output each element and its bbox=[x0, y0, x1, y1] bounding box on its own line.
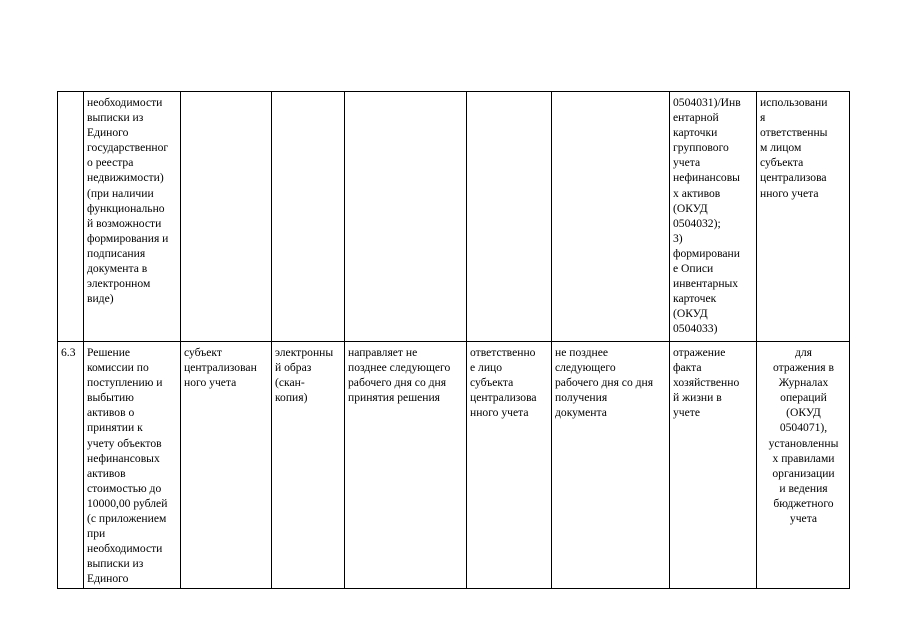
format-cell bbox=[272, 92, 345, 342]
row-number: 6.3 bbox=[58, 342, 84, 589]
purpose-cell: для отражения в Журналах операций (ОКУД 0504071), установленны х правилами организации и ведения бюджетного учета bbox=[757, 342, 850, 589]
creator-cell: субъект централизован ного учета bbox=[181, 342, 272, 589]
document-table bbox=[57, 91, 850, 589]
processing-term-cell bbox=[552, 92, 670, 342]
row-number bbox=[58, 92, 84, 342]
submission-term-cell bbox=[345, 92, 467, 342]
recipient-cell: ответственно е лицо субъекта централизова нного учета bbox=[467, 342, 552, 589]
document-name-cell: Решение комиссии по поступлению и выбытию активов о принятии к учету объектов нефинансовых активов стоимостью до 10000,00 рублей (с приложением при необходимости выписки из Единого bbox=[84, 342, 181, 589]
processing-term-cell: не позднее следующего рабочего дня со дня получения документа bbox=[552, 342, 670, 589]
operation-cell: 0504031)/Инв ентарной карточки группового учета нефинансовы х активов (ОКУД 0504032); 3) формировани е Описи инвентарных карточек (ОКУД 0504033) bbox=[670, 92, 757, 342]
creator-cell bbox=[181, 92, 272, 342]
submission-term-cell: направляет не позднее следующего рабочего дня со дня принятия решения bbox=[345, 342, 467, 589]
table-row bbox=[58, 92, 850, 342]
table-row bbox=[58, 342, 850, 589]
purpose-cell: использовани я ответственны м лицом субъекта централизова нного учета bbox=[757, 92, 850, 342]
recipient-cell bbox=[467, 92, 552, 342]
format-cell: электронны й образ (скан- копия) bbox=[272, 342, 345, 589]
document-name-cell: необходимости выписки из Единого государственног о реестра недвижимости) (при наличии функционально й возможности формирования и подписания документа в электронном виде) bbox=[84, 92, 181, 342]
operation-cell: отражение факта хозяйственно й жизни в учете bbox=[670, 342, 757, 589]
